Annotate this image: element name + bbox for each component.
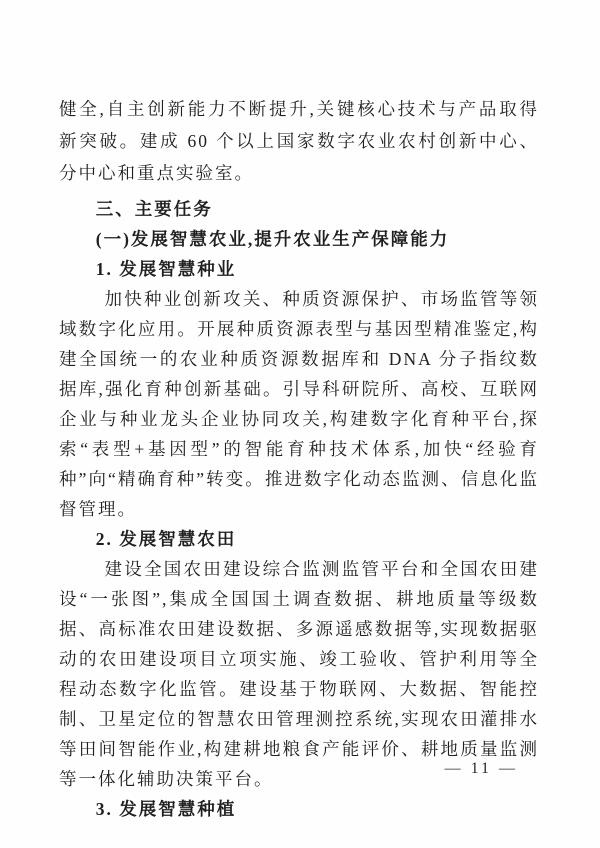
task-heading-smart-planting: 3. 发展智慧种植 xyxy=(95,799,237,819)
subsection-heading-smart-agriculture: (一)发展智慧农业,提升农业生产保障能力 xyxy=(95,229,450,249)
task-body-smart-seed-industry: 加快种业创新攻关、种质资源保护、市场监管等领域数字化应用。开展种质资源表型与基因型精准鉴定,构建全国统一的农业种质资源数据库和 DNA 分子指纹数据库,强化育种创新基础。引导科研院所、高校、互联网企业与种业龙头企业协同攻关,构建数字化育种平台,探索“表型+基因型”的智能育种技术体系,加快“经验育种”向“精确育种”转变。推进数字化动态监测、信息化监督管理。 xyxy=(59,289,539,519)
document-content xyxy=(59,93,539,824)
task-heading-smart-seed-industry: 1. 发展智慧种业 xyxy=(95,259,237,279)
task-heading-smart-farmland: 2. 发展智慧农田 xyxy=(95,529,237,549)
task-body-smart-farmland: 建设全国农田建设综合监测监管平台和全国农田建设“一张图”,集成全国国土调查数据、耕地质量等级数据、高标准农田建设数据、多源遥感数据等,实现数据驱动的农田建设项目立项实施、竣工验收、管护利用等全程动态数字化监管。建设基于物联网、大数据、智能控制、卫星定位的智慧农田管理测控系统,实现农田灌排水等田间智能作业,构建耕地粮食产能评价、耕地质量监测等一体化辅助决策平台。 xyxy=(59,559,539,789)
section-heading-main-tasks: 三、主要任务 xyxy=(95,199,213,219)
intro-continuation-paragraph: 健全,自主创新能力不断提升,关键核心技术与产品取得新突破。建成 60 个以上国家数字农业农村创新中心、分中心和重点实验室。 xyxy=(59,99,539,183)
page-number: — 11 — xyxy=(444,760,518,777)
